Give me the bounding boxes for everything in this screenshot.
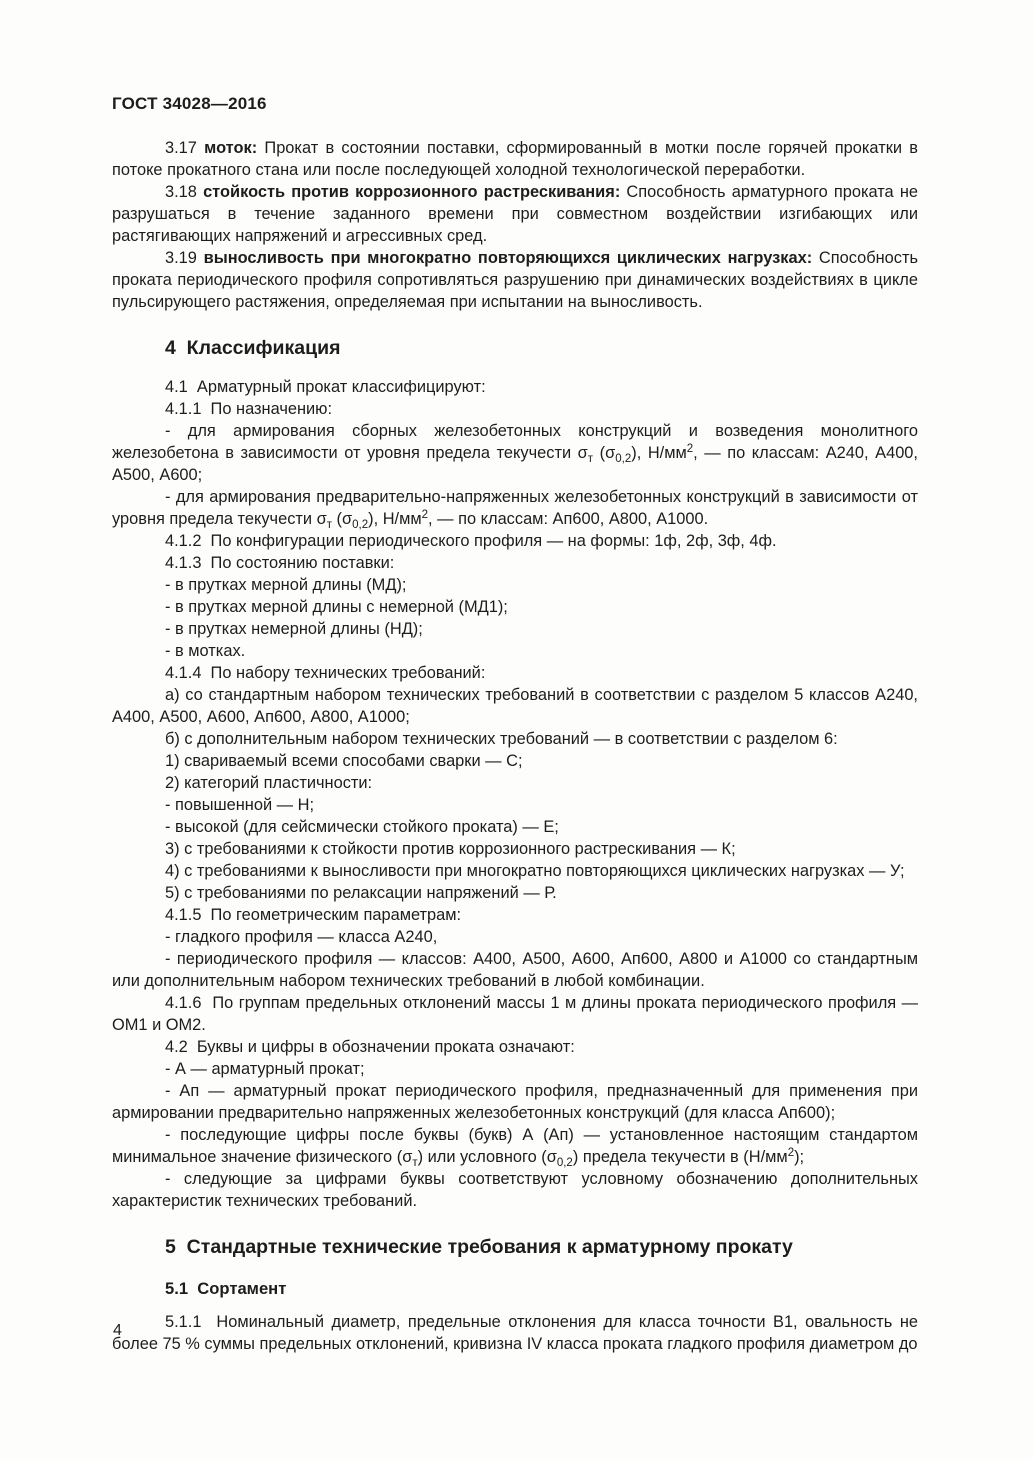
paragraph: 5) с требованиями по релаксации напряжений — Р. bbox=[165, 884, 557, 902]
section-heading: 4 Классификация bbox=[165, 337, 341, 359]
paragraph: - в прутках мерной длины с немерной (МД1); bbox=[165, 598, 508, 616]
section-heading: 5 Стандартные технические требования к арматурному прокату bbox=[165, 1236, 793, 1258]
paragraph: 3) с требованиями к стойкости против коррозионного растрескивания — К; bbox=[165, 840, 736, 858]
paragraph: - повышенной — Н; bbox=[165, 796, 315, 814]
paragraph: - в прутках мерной длины (МД); bbox=[165, 576, 407, 594]
paragraph: 4.1.5 По геометрическим параметрам: bbox=[165, 906, 462, 924]
paragraph: - гладкого профиля — класса А240, bbox=[165, 928, 438, 946]
paragraph: - в мотках. bbox=[165, 642, 246, 660]
paragraph: - для армирования предварительно-напряженных железобетонных конструкций в зависимости от уровня предела текучести $\sigma_т$ $(\sigma_{0,2})$, $Н/мм^2$, — по классам: Ап600, А800, А1000. bbox=[112, 488, 918, 531]
paragraph: 3.19 выносливость при многократно повторяющихся циклических нагрузках: Способность проката периодического профиля сопротивляться разрушению при динамических воздействиях в цикле пульсирующего растяжения, определяемая при испытании на выносливость. bbox=[112, 249, 918, 311]
paragraph: а) со стандартным набором технических требований в соответствии с разделом 5 классов А240, А400, А500, А600, Ап600, А800, А1000; bbox=[112, 686, 918, 726]
paragraph: - последующие цифры после буквы (букв) А (Ап) — установленное настоящим стандартом минимальное значение физического $(\sigma_т)$ или условного $(\sigma_{0,2})$ предела текучести в $(Н/мм^2)$; bbox=[112, 1126, 918, 1169]
paragraph: - А — арматурный прокат; bbox=[165, 1060, 365, 1078]
paragraph: - периодического профиля — классов: А400, А500, А600, Ап600, А800 и А1000 со стандартным или дополнительным набором технических требований в любой комбинации. bbox=[112, 950, 918, 990]
paragraph: 4) с требованиями к выносливости при многократно повторяющихся циклических нагрузках — У; bbox=[165, 862, 905, 880]
paragraph: 3.18 стойкость против коррозионного растрескивания: Способность арматурного проката не разрушаться в течение заданного времени при совместном воздействии изгибающих или растягивающих напряжений и агрессивных сред. bbox=[112, 183, 918, 245]
page-number: 4 bbox=[113, 1322, 122, 1339]
paragraph: 4.2 Буквы и цифры в обозначении проката означают: bbox=[165, 1038, 575, 1056]
paragraph: 4.1.2 По конфигурации периодического профиля — на формы: 1ф, 2ф, 3ф, 4ф. bbox=[165, 532, 777, 550]
paragraph: б) с дополнительным набором технических требований — в соответствии с разделом 6: bbox=[165, 730, 838, 748]
paragraph: 3.17 моток: Прокат в состоянии поставки, сформированный в мотки после горячей прокатки в потоке прокатного стана или после последующей холодной технологической переработки. bbox=[112, 139, 918, 179]
paragraph: 4.1.6 По группам предельных отклонений массы 1 м длины проката периодического профиля — ОМ1 и ОМ2. bbox=[112, 994, 918, 1034]
paragraph: 4.1 Арматурный прокат классифицируют: bbox=[165, 378, 486, 396]
paragraph: 1) свариваемый всеми способами сварки — С; bbox=[165, 752, 523, 770]
paragraph: - в прутках немерной длины (НД); bbox=[165, 620, 423, 638]
paragraph: 4.1.4 По набору технических требований: bbox=[165, 664, 486, 682]
subsection-heading: 5.1 Сортамент bbox=[165, 1279, 287, 1298]
paragraph: 4.1.1 По назначению: bbox=[165, 400, 333, 418]
paragraph: - следующие за цифрами буквы соответствуют условному обозначению дополнительных характеристик технических требований. bbox=[112, 1170, 918, 1210]
paragraph: 2) категорий пластичности: bbox=[165, 774, 373, 792]
doc-number-header: ГОСТ 34028—2016 bbox=[112, 94, 267, 113]
document-body bbox=[112, 137, 918, 1355]
paragraph: 5.1.1 Номинальный диаметр, предельные отклонения для класса точности В1, овальность не более 75 % суммы предельных отклонений, кривизна IV класса проката гладкого профиля диаметром до bbox=[112, 1313, 918, 1353]
paragraph: - Ап — арматурный прокат периодического профиля, предназначенный для применения при армировании предварительно напряженных железобетонных конструкций (для класса Ап600); bbox=[112, 1082, 918, 1122]
paragraph: 4.1.3 По состоянию поставки: bbox=[165, 554, 395, 572]
paragraph: - для армирования сборных железобетонных конструкций и возведения монолитного железобетона в зависимости от уровня предела текучести $\sigma_т$ $(\sigma_{0,2})$, $Н/мм^2$, — по классам: А240, А400, А500, А600; bbox=[112, 422, 918, 484]
paragraph: - высокой (для сейсмически стойкого проката) — Е; bbox=[165, 818, 559, 836]
